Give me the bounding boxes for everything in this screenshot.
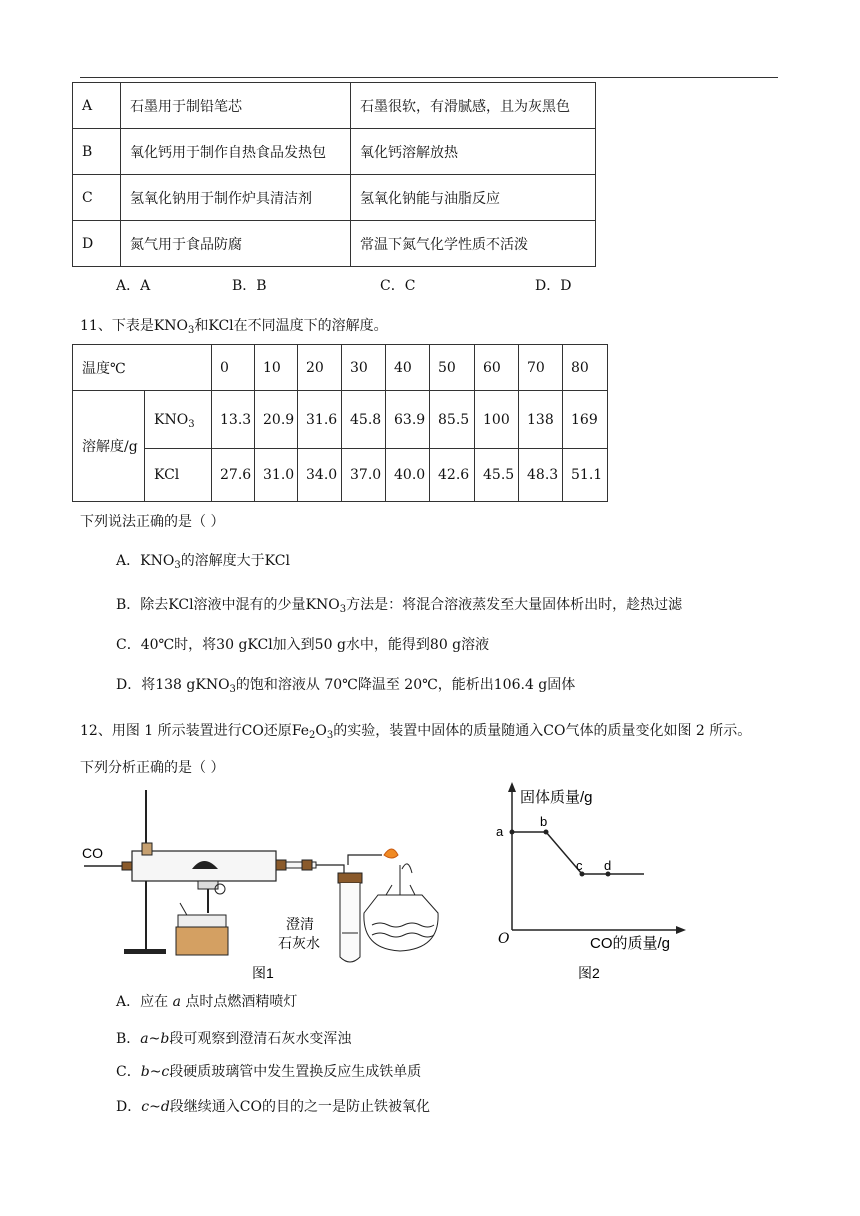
- kno3-cell: 13.3: [212, 391, 255, 449]
- point-a-label: a: [496, 824, 504, 839]
- test-tube-stopper: [338, 873, 362, 883]
- lamp-body: [176, 927, 228, 955]
- limewater-label-2: 石灰水: [278, 936, 320, 952]
- kno3-cell: 169: [563, 391, 608, 449]
- x-arrow: [676, 926, 686, 934]
- table-row: [73, 129, 596, 175]
- table-row: [73, 345, 608, 391]
- kno3-cell: 85.5: [430, 391, 475, 449]
- table-row: [73, 221, 596, 267]
- figure-2-graph: [490, 780, 700, 985]
- temp-cell: 0: [212, 345, 255, 391]
- tube-clamp: [142, 843, 152, 855]
- point-b-label: b: [540, 814, 548, 829]
- kcl-cell: 45.5: [475, 449, 519, 502]
- limewater-label-1: 澄清: [286, 917, 314, 933]
- point-a: [510, 830, 515, 835]
- kno3-cell: 138: [519, 391, 563, 449]
- temp-cell: 30: [342, 345, 386, 391]
- stopper-left: [122, 862, 132, 870]
- point-b: [544, 830, 549, 835]
- temp-cell: 50: [430, 345, 475, 391]
- kcl-cell: 42.6: [430, 449, 475, 502]
- kno3-cell: 20.9: [255, 391, 298, 449]
- kcl-label: KCl: [145, 449, 212, 502]
- test-tube: [340, 883, 360, 962]
- q12-question: 下列分析正确的是（ ）: [80, 760, 225, 776]
- q12-option-c[interactable]: C．b~c段硬质玻璃管中发生置换反应生成铁单质: [116, 1064, 422, 1080]
- solubility-label: 溶解度/g: [73, 391, 145, 502]
- temp-cell: 20: [298, 345, 342, 391]
- kno3-cell: 100: [475, 391, 519, 449]
- q10-option-a[interactable]: A．A: [116, 278, 151, 294]
- use-cell: 氢氧化钠用于制作炉具清洁剂: [121, 175, 351, 221]
- q11-option-b[interactable]: B．除去KCl溶液中混有的少量$KNO_3$方法是：将混合溶液蒸发至大量固体析出时，趁热过滤: [116, 597, 683, 615]
- kcl-cell: 37.0: [342, 449, 386, 502]
- lamp-top: [178, 915, 226, 927]
- use-cell: 石墨用于制铅笔芯: [121, 83, 351, 129]
- options-table: [72, 82, 596, 267]
- table-row: [73, 175, 596, 221]
- flame: [384, 849, 398, 858]
- reason-cell: 常温下氮气化学性质不活泼: [351, 221, 596, 267]
- kcl-cell: 27.6: [212, 449, 255, 502]
- co-label: CO: [82, 845, 103, 861]
- option-cell: C: [73, 175, 121, 221]
- temp-cell: 80: [563, 345, 608, 391]
- exhaust-tube: [348, 855, 382, 865]
- temp-cell: 60: [475, 345, 519, 391]
- solubility-table: [72, 344, 608, 502]
- y-axis-label: 固体质量/g: [520, 789, 593, 806]
- point-c-label: c: [576, 858, 583, 873]
- q12-option-a[interactable]: A．应在 a 点时点燃酒精喷灯: [116, 994, 298, 1010]
- table-row: [73, 449, 608, 502]
- temp-cell: 70: [519, 345, 563, 391]
- figure-1-apparatus: [80, 785, 460, 985]
- reason-cell: 氢氧化钠能与油脂反应: [351, 175, 596, 221]
- kcl-cell: 31.0: [255, 449, 298, 502]
- q11-option-a[interactable]: A．$KNO_3$的溶解度大于KCl: [116, 553, 290, 571]
- figure-2-caption: 图2: [578, 965, 600, 981]
- figure-1-caption: 图1: [252, 965, 274, 981]
- kcl-cell: 48.3: [519, 449, 563, 502]
- q11-option-d[interactable]: D．将138 gKNO$_3$的饱和溶液从 70℃降温至 20℃，能析出106.4 g固体: [116, 677, 576, 695]
- q11-option-c[interactable]: C．40℃时，将30 gKCl加入到50 g水中，能得到80 g溶液: [116, 637, 490, 653]
- table-row: [73, 83, 596, 129]
- x-axis-label: CO的质量/g: [590, 935, 671, 952]
- kcl-cell: 51.1: [563, 449, 608, 502]
- q12-stem: 12、用图 1 所示装置进行CO还原$Fe_2O_3$的实验，装置中固体的质量随通入CO气体的质量变化如图 2 所示。: [80, 723, 752, 741]
- kno3-cell: 31.6: [298, 391, 342, 449]
- reason-cell: 氧化钙溶解放热: [351, 129, 596, 175]
- kcl-cell: 34.0: [298, 449, 342, 502]
- temp-label: 温度℃: [73, 345, 212, 391]
- q11-stem: 11、下表是$KNO_3$和KCl在不同温度下的溶解度。: [80, 318, 388, 336]
- temp-cell: 10: [255, 345, 298, 391]
- y-arrow: [508, 782, 516, 792]
- stopper-right: [276, 860, 286, 870]
- option-cell: B: [73, 129, 121, 175]
- q10-option-b[interactable]: B．B: [232, 278, 267, 294]
- kno3-cell: 63.9: [386, 391, 430, 449]
- q12-option-d[interactable]: D．c~d段继续通入CO的目的之一是防止铁被氧化: [116, 1099, 430, 1115]
- kno3-cell: 45.8: [342, 391, 386, 449]
- option-cell: D: [73, 221, 121, 267]
- reason-cell: 石墨很软，有滑腻感，且为灰黑色: [351, 83, 596, 129]
- stand-base: [124, 949, 166, 954]
- q10-option-d[interactable]: D．D: [535, 278, 572, 294]
- table-row: [73, 391, 608, 449]
- header-rule: [80, 77, 778, 78]
- point-d-label: d: [604, 858, 612, 873]
- kno3-label: $KNO_3$: [145, 391, 212, 449]
- temp-cell: 40: [386, 345, 430, 391]
- use-cell: 氮气用于食品防腐: [121, 221, 351, 267]
- option-cell: A: [73, 83, 121, 129]
- q10-option-c[interactable]: C．C: [380, 278, 416, 294]
- connector: [302, 860, 312, 870]
- origin-label: O: [498, 931, 510, 947]
- q11-question: 下列说法正确的是（ ）: [80, 514, 225, 530]
- q12-option-b[interactable]: B．a~b段可观察到澄清石灰水变浑浊: [116, 1031, 352, 1047]
- lamp-flame-outline: [402, 864, 412, 873]
- alcohol-lamp: [364, 895, 438, 951]
- kcl-cell: 40.0: [386, 449, 430, 502]
- use-cell: 氧化钙用于制作自热食品发热包: [121, 129, 351, 175]
